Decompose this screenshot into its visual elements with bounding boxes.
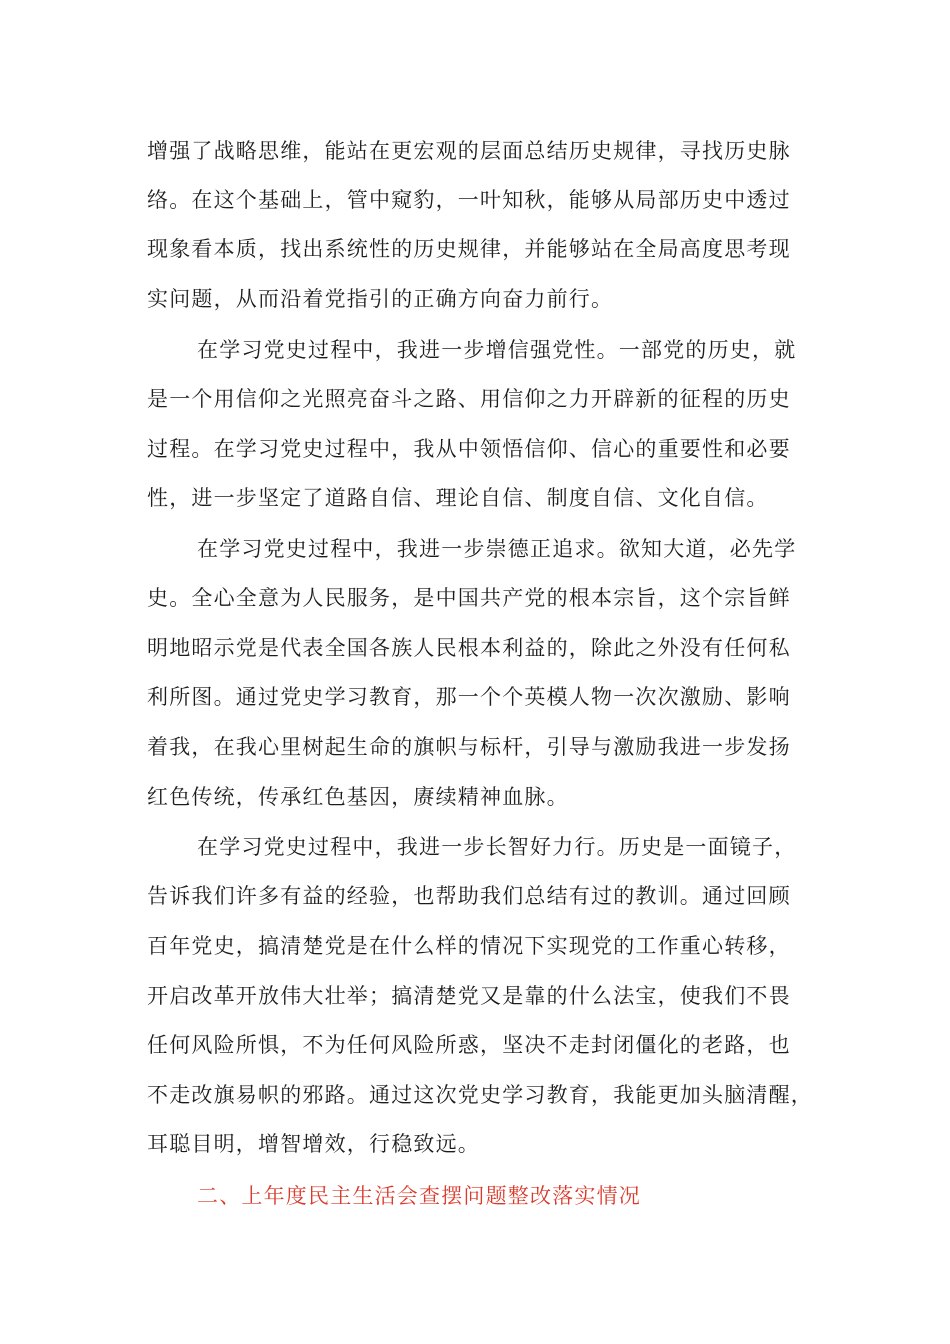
paragraph-line: 在学习党史过程中，我进一步长智好力行。历史是一面镜子， [197, 835, 797, 859]
paragraph-line: 告诉我们许多有益的经验，也帮助我们总结有过的教训。通过回顾 [147, 884, 791, 908]
paragraph-line: 不走改旗易帜的邪路。通过这次党史学习教育，我能更加头脑清醒， [147, 1083, 813, 1107]
paragraph-line: 性，进一步坚定了道路自信、理论自信、制度自信、文化自信。 [147, 486, 769, 510]
paragraph-line: 在学习党史过程中，我进一步增信强党性。一部党的历史，就 [197, 338, 797, 362]
paragraph-line: 增强了战略思维，能站在更宏观的层面总结历史规律，寻找历史脉 [147, 139, 791, 163]
paragraph-line: 百年党史，搞清楚党是在什么样的情况下实现党的工作重心转移， [147, 934, 791, 958]
paragraph-line: 在学习党史过程中，我进一步崇德正追求。欲知大道，必先学 [197, 537, 797, 561]
section-heading: 二、上年度民主生活会查摆问题整改落实情况 [197, 1184, 641, 1208]
paragraph-line: 着我，在我心里树起生命的旗帜与标杆，引导与激励我进一步发扬 [147, 735, 791, 759]
paragraph-line: 明地昭示党是代表全国各族人民根本利益的，除此之外没有任何私 [147, 636, 791, 660]
paragraph-line: 红色传统，传承红色基因，赓续精神血脉。 [147, 785, 569, 809]
paragraph-line: 络。在这个基础上，管中窥豹，一叶知秋，能够从局部历史中透过 [147, 188, 791, 212]
paragraph-line: 开启改革开放伟大壮举；搞清楚党又是靠的什么法宝，使我们不畏 [147, 984, 791, 1008]
paragraph-line: 利所图。通过党史学习教育，那一个个英模人物一次次激励、影响 [147, 685, 791, 709]
paragraph-line: 是一个用信仰之光照亮奋斗之路、用信仰之力开辟新的征程的历史 [147, 387, 791, 411]
paragraph-line: 实问题，从而沿着党指引的正确方向奋力前行。 [147, 287, 614, 311]
paragraph-line: 任何风险所惧，不为任何风险所惑，坚决不走封闭僵化的老路，也 [147, 1033, 791, 1057]
paragraph-line: 耳聪目明，增智增效，行稳致远。 [147, 1132, 480, 1156]
paragraph-line: 现象看本质，找出系统性的历史规律，并能够站在全局高度思考现 [147, 237, 791, 261]
paragraph-line: 史。全心全意为人民服务，是中国共产党的根本宗旨，这个宗旨鲜 [147, 586, 791, 610]
paragraph-line: 过程。在学习党史过程中，我从中领悟信仰、信心的重要性和必要 [147, 437, 791, 461]
